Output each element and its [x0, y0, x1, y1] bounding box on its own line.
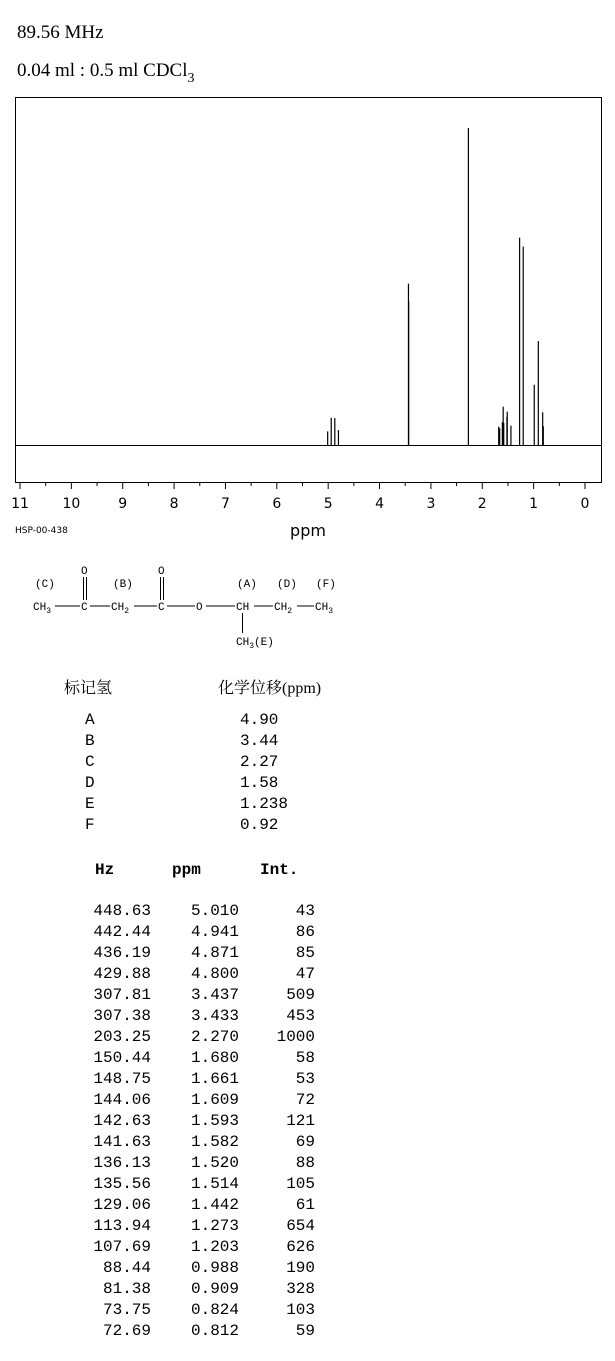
- peak-ppm: 2.270: [190, 1028, 239, 1046]
- peak-ppm: 1.680: [190, 1049, 239, 1067]
- peak-table-header-ppm: ppm: [172, 861, 201, 879]
- peak-ppm: 5.010: [190, 902, 239, 920]
- group-ch2-b: $CH_2$: [111, 602, 130, 616]
- peak-ppm: 1.442: [190, 1196, 239, 1214]
- peak-hz: 436.19: [93, 944, 151, 962]
- carbonyl-oxygen-2: O: [158, 566, 165, 578]
- peak-intensity: 85: [295, 944, 315, 962]
- assignment-shift: 4.90: [240, 711, 279, 729]
- peak-ppm: 4.800: [190, 965, 239, 983]
- x-tick-label-1: 10: [62, 496, 81, 512]
- peak-hz: 129.06: [93, 1196, 151, 1214]
- nmr-spectrum-chart: [0, 0, 615, 550]
- label-a: (A): [237, 579, 257, 591]
- peak-intensity: 654: [286, 1217, 315, 1235]
- peak-intensity: 88: [295, 1154, 315, 1172]
- peak-ppm: 1.514: [190, 1175, 239, 1193]
- peak-hz: 442.44: [93, 923, 151, 941]
- peak-hz: 81.38: [102, 1280, 151, 1298]
- assignment-header-shift: 化学位移(ppm): [218, 680, 322, 697]
- peak-intensity: 121: [286, 1112, 315, 1130]
- peak-ppm: 4.941: [190, 923, 239, 941]
- assignment-header-label: 标记氢: [64, 680, 113, 697]
- peak-intensity: 69: [295, 1133, 315, 1151]
- peak-intensity: 190: [286, 1259, 315, 1277]
- spectrometer-frequency: 89.56 MHz: [17, 22, 104, 43]
- assignment-shift: 1.238: [240, 795, 289, 813]
- group-c1: C: [81, 602, 88, 614]
- peak-ppm: 0.824: [190, 1301, 239, 1319]
- group-c2: C: [158, 602, 165, 614]
- peak-hz: 141.63: [93, 1133, 151, 1151]
- peak-intensity: 105: [286, 1175, 315, 1193]
- x-axis: [11, 482, 589, 512]
- assignment-label: F: [85, 816, 95, 834]
- assignment-label: C: [85, 753, 95, 771]
- concentration-text: 0.04 ml : 0.5 ml CDCl: [17, 60, 188, 81]
- peak-intensity: 59: [295, 1322, 315, 1340]
- peak-hz: 142.63: [93, 1112, 151, 1130]
- assignment-shift: 3.44: [240, 732, 279, 750]
- x-tick-label-4: 7: [220, 496, 230, 512]
- peak-intensity: 47: [295, 965, 315, 983]
- peak-intensity: 86: [295, 923, 315, 941]
- peak-intensity: 72: [295, 1091, 315, 1109]
- peak-hz: 448.63: [93, 902, 151, 920]
- x-tick-label-9: 2: [477, 496, 487, 512]
- peak-intensity: 103: [286, 1301, 315, 1319]
- x-tick-label-11: 0: [580, 496, 590, 512]
- peak-hz: 72.69: [102, 1322, 151, 1340]
- peak-ppm: 4.871: [190, 944, 239, 962]
- peak-ppm: 1.661: [190, 1070, 239, 1088]
- label-d: (D): [277, 579, 297, 591]
- peak-hz: 429.88: [93, 965, 151, 983]
- peak-hz: 73.75: [102, 1301, 151, 1319]
- peak-ppm: 1.593: [190, 1112, 239, 1130]
- label-f: (F): [316, 579, 336, 591]
- assignment-shift: 2.27: [240, 753, 279, 771]
- plot-frame: [16, 98, 602, 483]
- peak-hz: 88.44: [102, 1259, 151, 1277]
- peak-hz: 307.38: [93, 1007, 151, 1025]
- carbonyl-oxygen-1: O: [81, 566, 88, 578]
- peak-intensity: 1000: [276, 1028, 315, 1046]
- x-tick-label-8: 3: [426, 496, 436, 512]
- group-ch-a: CH: [236, 602, 250, 614]
- peak-intensity: 509: [286, 986, 315, 1004]
- group-ch3-e: $CH_3(E)$: [236, 637, 274, 651]
- x-tick-label-5: 6: [272, 496, 282, 512]
- peak-hz: 150.44: [93, 1049, 151, 1067]
- peak-ppm: 0.812: [190, 1322, 239, 1340]
- peak-intensity: 626: [286, 1238, 315, 1256]
- peak-intensity: 328: [286, 1280, 315, 1298]
- x-tick-label-0: 11: [11, 496, 29, 512]
- peak-intensity: 58: [295, 1049, 315, 1067]
- peak-hz: 107.69: [93, 1238, 151, 1256]
- peak-intensity: 53: [295, 1070, 315, 1088]
- peak-lines: [328, 128, 544, 445]
- assignment-label: A: [85, 711, 95, 729]
- x-axis-label: ppm: [290, 521, 326, 540]
- peak-hz: 113.94: [93, 1217, 151, 1235]
- peak-intensity: 61: [295, 1196, 315, 1214]
- peak-hz: 135.56: [93, 1175, 151, 1193]
- peak-ppm: 3.437: [190, 986, 239, 1004]
- x-tick-label-10: 1: [529, 496, 539, 512]
- peak-hz: 307.81: [93, 986, 151, 1004]
- assignment-label: E: [85, 795, 95, 813]
- peak-ppm: 3.433: [190, 1007, 239, 1025]
- assignment-shift: 1.58: [240, 774, 279, 792]
- group-ch2-d: $CH_2$: [274, 602, 293, 616]
- assignment-label: B: [85, 732, 95, 750]
- assignment-shift: 0.92: [240, 816, 279, 834]
- ester-oxygen: O: [196, 602, 203, 614]
- peak-ppm: 1.609: [190, 1091, 239, 1109]
- x-tick-label-3: 8: [169, 496, 179, 512]
- peak-hz: 144.06: [93, 1091, 151, 1109]
- peak-ppm: 0.909: [190, 1280, 239, 1298]
- assignment-label: D: [85, 774, 95, 792]
- x-tick-label-2: 9: [118, 496, 128, 512]
- peak-ppm: 1.273: [190, 1217, 239, 1235]
- peak-intensity: 43: [295, 902, 315, 920]
- peak-intensity: 453: [286, 1007, 315, 1025]
- concentration-subscript: 3: [187, 71, 195, 86]
- peak-hz: 136.13: [93, 1154, 151, 1172]
- x-tick-label-6: 5: [323, 496, 333, 512]
- peak-ppm: 1.203: [190, 1238, 239, 1256]
- peak-table-header-hz: Hz: [95, 861, 115, 879]
- x-tick-label-7: 4: [375, 496, 385, 512]
- peak-ppm: 1.520: [190, 1154, 239, 1172]
- label-c: (C): [35, 579, 55, 591]
- peak-ppm: 0.988: [190, 1259, 239, 1277]
- label-b: (B): [113, 579, 133, 591]
- spectrum-code: HSP-00-438: [15, 526, 68, 536]
- molecule-structure: [0, 560, 360, 655]
- group-ch3-f: $CH_3$: [315, 602, 334, 616]
- peak-hz: 203.25: [93, 1028, 151, 1046]
- peak-table-header-int: Int.: [260, 861, 299, 879]
- peak-hz: 148.75: [93, 1070, 151, 1088]
- peak-ppm: 1.582: [190, 1133, 239, 1151]
- group-ch3-c: $CH_3$: [33, 602, 52, 616]
